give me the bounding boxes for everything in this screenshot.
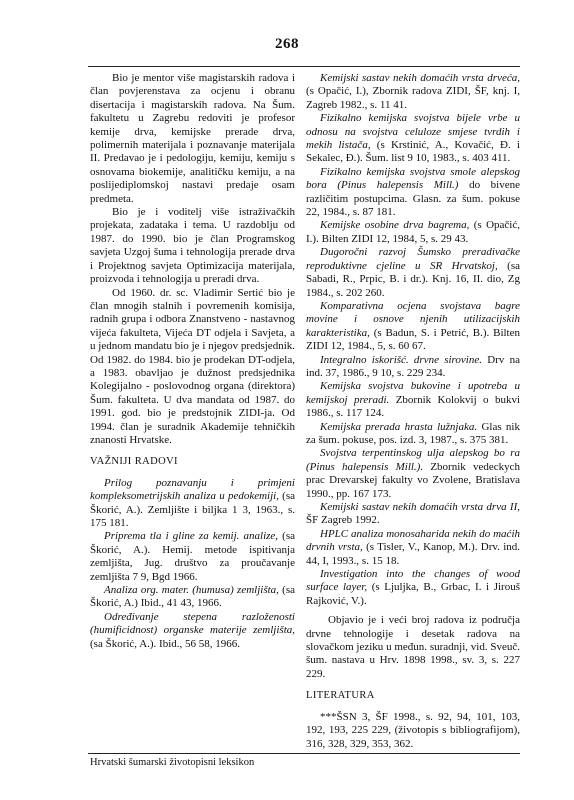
work-entry xyxy=(306,300,520,354)
work-details: (sa Škorić, A.). Ibid., 56 58, 1966. xyxy=(90,637,241,650)
work-title: Integralno iskorišć. drvne sirovine. xyxy=(320,353,482,366)
work-title: HPLC analiza monosaharida nekih do maćih drvnih vrsta, xyxy=(306,527,520,554)
work-entry xyxy=(306,528,520,568)
work-title: Kemijska svojstva bukovine i upotreba u kemijskoj preradi. xyxy=(306,380,520,406)
section-heading: VAŽNIJI RADOVI xyxy=(90,456,178,468)
work-entry xyxy=(90,611,295,651)
work-title: Kemijski sastav nekih domaćih vrsta drveća, xyxy=(320,72,520,84)
left-column xyxy=(90,72,295,651)
work-title: Fizikalno kemijska svojstva bijele vrbe u odnosu na svojstva celuloze smjese tvrdih i mekih listača, xyxy=(306,112,520,152)
work-title: Kemijski sastav nekih domaćih vrsta drva II, xyxy=(320,501,520,513)
work-title: Dugoročni razvoj Šumsko preradivačke reproduktivne cjeline u SR Hrvatskoj, xyxy=(306,246,520,272)
work-entry xyxy=(306,421,520,448)
work-entry xyxy=(306,447,520,501)
page-number: 268 xyxy=(275,36,299,52)
work-title: Prilog poznavanju i primjeni kompleksometrijskih analiza u pedokemiji, xyxy=(90,476,295,503)
work-title: Investigation into the changes of wood surface layer, xyxy=(306,568,520,594)
bio-paragraph: Bio je i voditelj više istraživačkih projekata, zadataka i tema. U razdoblju od 1987. do 1990. bio je član Programskog savjeta Uzgoj šuma i tehnologija prerade drva i Projektnog savjeta Optimizacija materijala, proizvoda i tehnologija u preradi drva. xyxy=(90,206,295,286)
work-details: (s Badun, S. i Petrić, B.). Bilten ZIDI 12, 1984., 5, s. 60 67. xyxy=(306,326,520,353)
work-title: Analiza org. mater. (humusa) zemljišta, xyxy=(104,584,279,597)
work-title: Fizikalno kemijska svojstva smole alepskog bora (Pinus halepensis Mill.) xyxy=(306,165,520,192)
work-entry xyxy=(306,246,520,300)
work-entry xyxy=(306,354,520,381)
work-details: (sa Škorić, A.). Hemij. metode ispitivanja zemljišta, Jug. društvo za proučavanje zemljišta 7 9, Bgd 1966. xyxy=(90,530,295,583)
work-details: (sa Škorić, A.). Zemljište i biljka 1 3, 1963., s. 175 181. xyxy=(90,490,296,529)
work-entry xyxy=(306,72,520,112)
work-details: (sa Sabadi, R., Prpic, B. i dr.). Knj. 16, II. dio, Zg 1984., s. 202 260. xyxy=(306,259,520,299)
work-details: Drv na ind. 37, 1986., 9 10, s. 229 234. xyxy=(306,353,520,379)
work-title: Kemijska prerada hrasta lužnjaka. xyxy=(320,420,478,433)
bio-paragraph: Bio je mentor više magistarskih radova i član povjerenstava za ocjenu i obranu disertacija i magistarskih radova. Na Šum. fakultetu u Zagrebu redoviti je profesor kemije drva, kemijske prerade drva, polimernih materijala i poznavanje materijala II. Predavao je i pedologiju, kemiju, kemiju s osnovama biokemije, analitičku kemiju, a na poslijediplomskoj nastavi predaje osam predmeta. xyxy=(90,72,295,205)
top-rule xyxy=(88,66,520,67)
work-details: (s Krstinić, A., Kovačić, Đ. i Sekalec, Đ.). Šum. list 9 10, 1983., s. 403 411. xyxy=(306,139,520,165)
work-entry xyxy=(306,112,520,166)
work-entry xyxy=(306,166,520,220)
literature-text: ***ŠSN 3, ŠF 1998., s. 92, 94, 101, 103, 192, 193, 225 229, (životopis s bibliografijom), 316, 328, 329, 353, 362. xyxy=(306,710,520,750)
work-title: Komparativna ocjena svojstava bagre movine i osnove njenih utilizacijskih karakteristika, xyxy=(306,299,520,339)
work-details: Glas nik za šum. pokuse, pos. izd. 3, 1987., s. 375 381. xyxy=(306,420,520,446)
work-title: Kemijske osobine drva bagrema, xyxy=(320,219,470,232)
work-entry xyxy=(306,380,520,420)
work-details: (s Opačić, I.). Bilten ZIDI 12, 1984, 5, s. 29 43. xyxy=(306,219,521,245)
work-title: Svojstva terpentinskog ulja alepskog bo ra (Pinus halepensis Mill.). xyxy=(306,447,520,473)
work-details: ŠF Zagreb 1992. xyxy=(306,514,380,527)
work-entry xyxy=(306,501,520,528)
work-details: do bivene različitim postupcima. Glasn. za šum. pokuse 22, 1984., s. 87 181. xyxy=(306,179,520,219)
work-entry xyxy=(90,477,295,531)
work-entry xyxy=(306,219,520,246)
work-title: Određivanje stepena razloženosti (humificidnost) organske materije zemljišta, xyxy=(90,610,295,637)
works-list xyxy=(90,477,295,651)
work-title: Priprema tla i gline za kemij. analize, xyxy=(104,530,279,543)
work-details: Zbornik Kolokvij o bukvi 1986., s. 117 124. xyxy=(306,393,521,420)
bio-paragraph: Od 1960. dr. sc. Vladimir Sertić bio je član mnogih stalnih i povremenih komisija, radnih grupa i odbora Znanstveno - nastavnog vijeća fakulteta, Vijeća DT odjela i Savjeta, a u jednom mandatu bio je i njegov predsjednik. Od 1982. do 1984. bio je prodekan DT-odjela, a 1983. obavljao je dužnost predsjednika Kolegijalno - poslovodnog organa (direktora) Šum. fakulteta. U dva mandata od 1987. do 1991. god. bio je predstojnik ZIDI-ja. Od 1994. član je suradnik Akademije tehničkih znanosti Hrvatske. xyxy=(90,286,295,446)
work-details: (s Tisler, V., Kanop, M.). Drv. ind. 44, I, 1993., s. 15 18. xyxy=(306,541,520,567)
works-list xyxy=(306,72,520,608)
footer: Hrvatski šumarski životopisni leksikon xyxy=(90,757,255,768)
work-details: (s Opačić, I.), Zbornik radova ZIDI, ŠF, knj. I, Zagreb 1982., s. 11 41. xyxy=(306,85,520,111)
work-entry xyxy=(90,530,295,584)
work-details: (s Ljuljka, B., Grbac, I. i Jirouš Rajković, V.). xyxy=(306,581,520,607)
work-details: Zbornik vedeckych prac Drevarskej fakulty vo Zvolene, Bratislava 1990., pp. 167 173. xyxy=(306,460,520,500)
bottom-rule xyxy=(88,753,520,754)
right-column xyxy=(306,72,520,751)
literature-heading: LITERATURA xyxy=(306,690,375,702)
work-entry xyxy=(90,584,295,611)
closing-paragraph: Objavio je i veći broj radova iz područja drvne tehnologije i desetak radova na slovačkom jeziku u međun. suradnji, vid. Sveuč. šum. nastava u Hrv. 1898 1998., sv. 3, s. 227 229. xyxy=(306,614,520,680)
work-entry xyxy=(306,568,520,608)
work-details: (sa Škorić, A.) Ibid., 41 43, 1966. xyxy=(90,584,295,610)
